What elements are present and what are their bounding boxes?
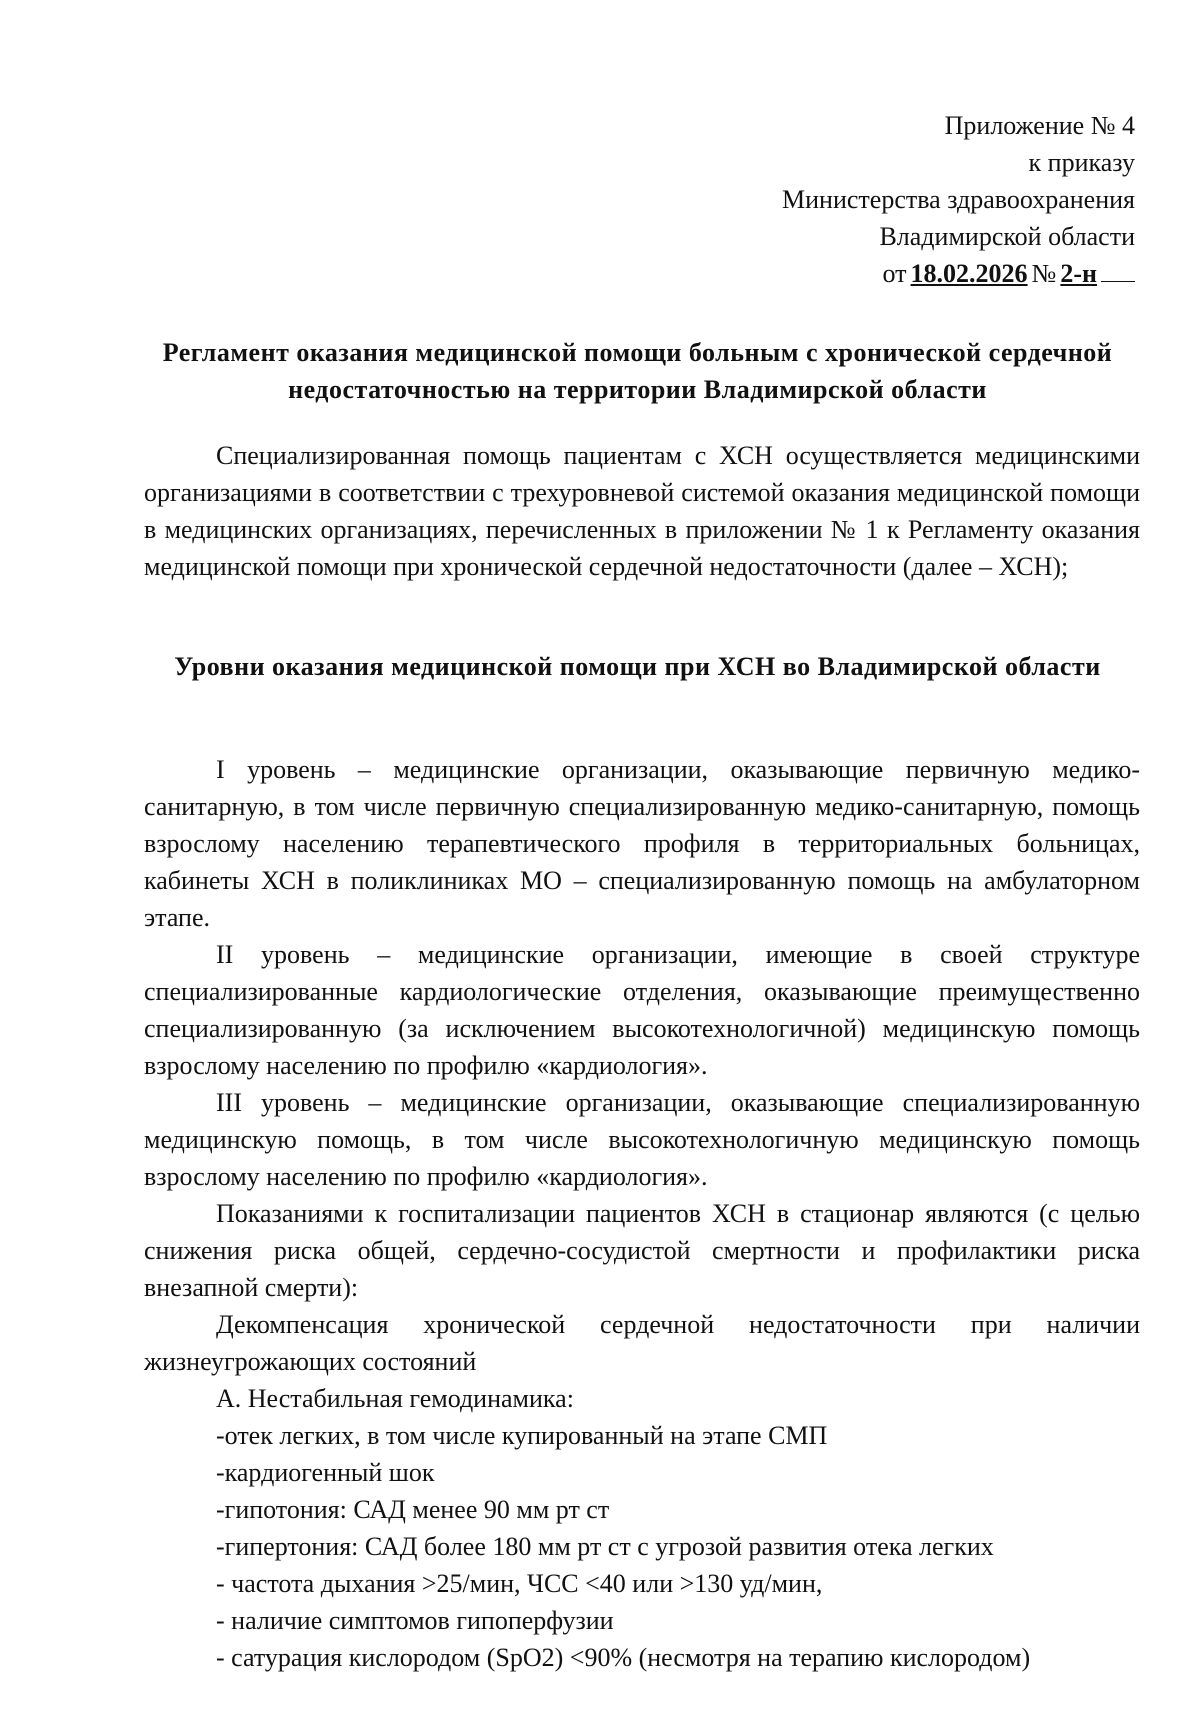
list-item: -отек легких, в том числе купированный на этапе СМП [216, 1421, 828, 1450]
levels-section [144, 751, 1140, 1676]
list-item: - сатурация кислородом (SpO2) <90% (несмотря на терапию кислородом) [216, 1643, 1031, 1672]
appendix-header [600, 107, 1135, 292]
intro-section [144, 437, 1140, 585]
level-3-paragraph: III уровень – медицинские организации, оказывающие специализированную медицинскую помощь, в том числе высокотехнологичную медицинскую помощь взрослому населению по профилю «кардиология». [144, 1088, 1140, 1191]
intro-paragraph: Специализированная помощь пациентам с ХСН осуществляется медицинскими организациями в соответствии с трехуровневой системой оказания медицинской помощи в медицинских организациях, перечисленных в приложении № 1 к Регламенту оказания медицинской помощи при хронической сердечной недостаточности (далее – ХСН); [144, 441, 1140, 581]
ministry-name: Министерства здравоохранения [782, 185, 1135, 214]
order-number: 2-н [1060, 259, 1097, 288]
list-item: -кардиогенный шок [216, 1458, 435, 1487]
number-underline [1101, 259, 1135, 282]
date-prefix: от [882, 259, 907, 288]
list-item: -гипотония: САД менее 90 мм рт ст [216, 1495, 610, 1524]
number-sign: № [1031, 259, 1057, 288]
indications-paragraph: Показаниями к госпитализации пациентов ХСН в стационар являются (с целью снижения риска общей, сердечно-сосудистой смертности и профилактики риска внезапной смерти): [144, 1199, 1140, 1302]
list-heading: А. Нестабильная гемодинамика: [216, 1384, 574, 1413]
list-item: - частота дыхания >25/мин, ЧСС <40 или >130 уд/мин, [216, 1569, 823, 1598]
region-name: Владимирской области [879, 222, 1135, 251]
appendix-to-order: к приказу [1028, 148, 1135, 177]
level-2-paragraph: II уровень – медицинские организации, имеющие в своей структуре специализированные кардиологические отделения, оказывающие преимущественно специализированную (за исключением высокотехнологичной) медицинскую помощь взрослому населению по профилю «кардиология». [144, 940, 1140, 1080]
section-title: Уровни оказания медицинской помощи при ХСН во Владимирской области [174, 652, 1101, 681]
order-date: 18.02.2026 [910, 259, 1028, 288]
list-item: -гипертония: САД более 180 мм рт ст с угрозой развития отека легких [216, 1532, 994, 1561]
appendix-number: Приложение № 4 [944, 111, 1135, 140]
document-title: Регламент оказания медицинской помощи больным с хронической сердечной недостаточностью на территории Владимирской области [162, 338, 1113, 404]
level-1-paragraph: I уровень – медицинские организации, оказывающие первичную медико-санитарную, в том числе первичную специализированную медико-санитарную, помощь взрослому населению терапевтического профиля в территориальных больницах, кабинеты ХСН в поликлиниках МО – специализированную помощь на амбулаторном этапе. [144, 755, 1140, 932]
list-item: - наличие симптомов гипоперфузии [216, 1606, 614, 1635]
decompensation-paragraph: Декомпенсация хронической сердечной недостаточности при наличии жизнеугрожающих состояний [144, 1310, 1140, 1376]
order-date-line [600, 255, 1135, 292]
